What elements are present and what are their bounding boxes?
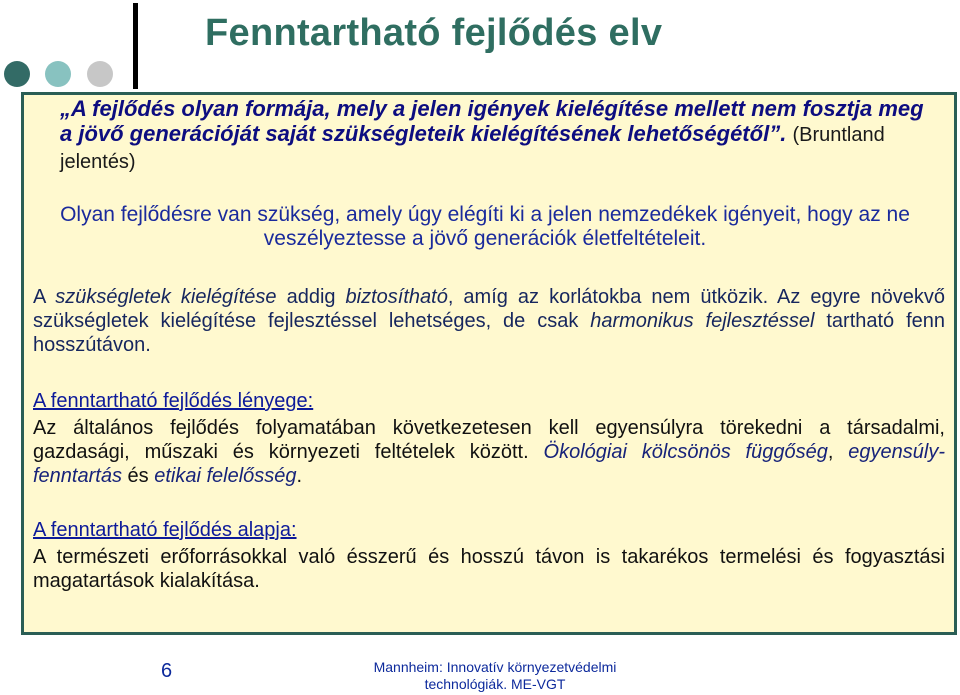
emphasis: egyensúly-fenntartás xyxy=(33,441,945,487)
slide-title: Fenntartható fejlődés elv xyxy=(205,12,663,54)
footer-source xyxy=(355,659,635,693)
page-number: 6 xyxy=(161,660,173,682)
text-run: , amíg az korlátokba nem ütközik. Az egyre növekvő szükségletek kielégítése fejlesztéssel lehetséges, de csak xyxy=(33,286,945,332)
text-run: tartható fenn hosszútávon. xyxy=(33,310,945,356)
emphasis: szükségletek kielégítése xyxy=(55,286,277,308)
title-divider xyxy=(133,3,138,89)
text-run: Az általános fejlődés folyamatában következetesen kell egyensúlyra törekedni a társadalmi, gazdasági, műszaki és környezeti feltételek között. xyxy=(33,417,945,463)
decorative-dot-dark xyxy=(4,61,30,87)
text-run: és xyxy=(121,465,155,487)
footer-line-1: Mannheim: Innovatív környezetvédelmi xyxy=(373,659,617,675)
heading-essence: A fenntartható fejlődés lényege: xyxy=(33,390,314,412)
text-run: , xyxy=(827,441,849,463)
text-run: A xyxy=(33,286,56,308)
definition-quote xyxy=(60,96,930,175)
quote-text: „A fejlődés olyan formája, mely a jelen igények kielégítése mellett nem fosztja meg a jövő generációját saját szükségleteik kielégítésének lehetőségétől”. xyxy=(60,96,924,146)
decorative-dot-light xyxy=(45,61,71,87)
emphasis: Ökológiai kölcsönös függőség xyxy=(543,441,828,463)
footer-line-2: technológiák. ME-VGT xyxy=(424,676,566,692)
text-run: addig xyxy=(276,286,346,308)
text-run: . xyxy=(296,465,303,487)
heading-basis: A fenntartható fejlődés alapja: xyxy=(33,519,297,541)
paragraph-needs-satisfaction xyxy=(33,285,945,357)
emphasis: etikai felelősség xyxy=(154,465,297,487)
emphasis: harmonikus fejlesztéssel xyxy=(590,310,815,332)
paragraph-basis: A természeti erőforrásokkal való ésszerű és hosszú távon is takarékos termelési és fogyasztási magatartások kialakítása. xyxy=(33,546,945,592)
emphasis: biztosítható xyxy=(345,286,448,308)
quote-source: (Bruntland jelentés) xyxy=(60,124,885,173)
paragraph-essence xyxy=(33,416,945,488)
decorative-dot-gray xyxy=(87,61,113,87)
paragraph-need: Olyan fejlődésre van szükség, amely úgy elégíti ki a jelen nemzedékek igényeit, hogy az ne veszélyeztesse a jövő generációk életfeltételeit. xyxy=(60,203,910,250)
